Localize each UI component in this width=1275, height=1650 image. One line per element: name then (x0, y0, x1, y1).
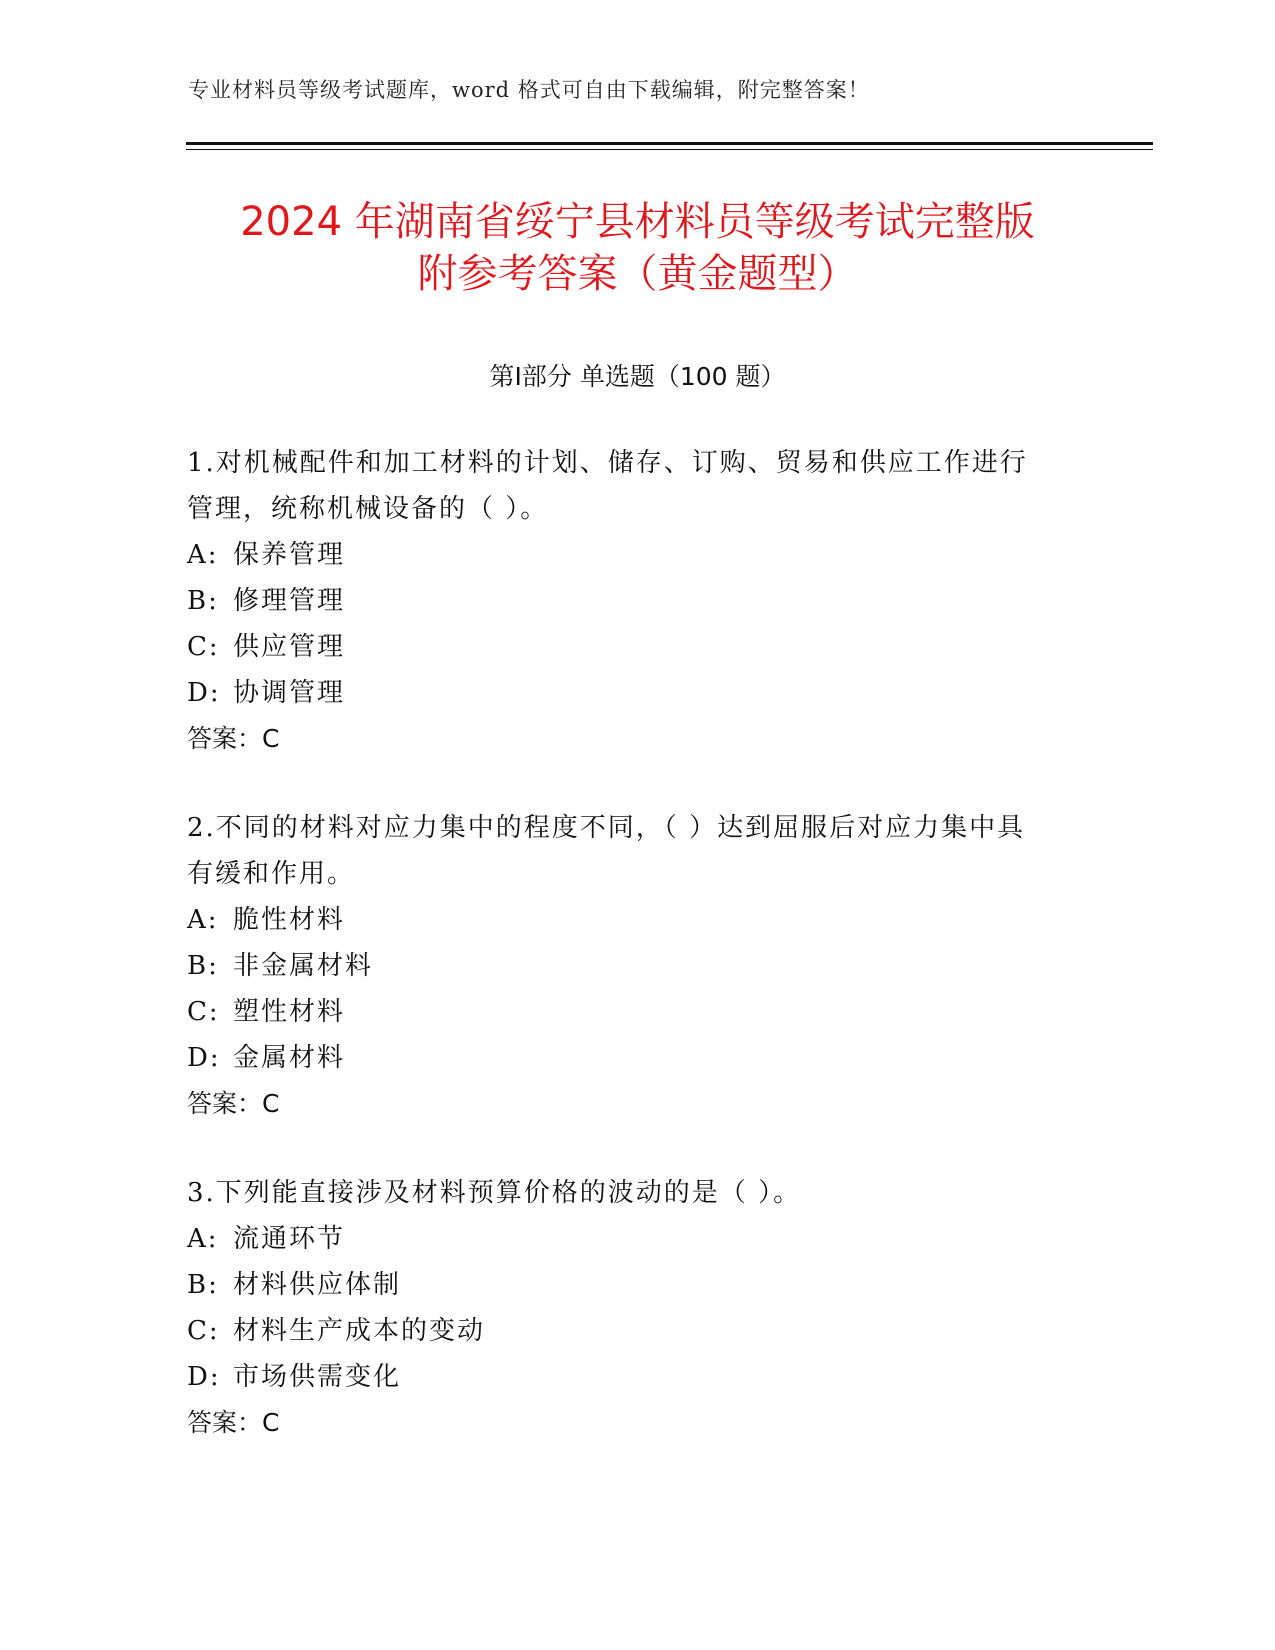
option-key: A: (187, 905, 219, 935)
answer: 答案：C (187, 1408, 280, 1437)
question-1 (187, 440, 1087, 762)
option-text: 脆性材料 (233, 905, 346, 935)
option-text: 修理管理 (233, 586, 346, 616)
option-a (187, 532, 1087, 578)
document-title-line-1: 2024 年湖南省绥宁县材料员等级考试完整版 (240, 199, 1035, 245)
option-key: B: (187, 951, 219, 981)
question-text-line-1: 1.对机械配件和加工材料的计划、储存、订购、贸易和供应工作进行 (187, 448, 1028, 478)
option-c (187, 1308, 1087, 1354)
document-title-line-2: 附参考答案（黄金题型） (417, 251, 858, 297)
question-text (187, 805, 1087, 897)
option-key: D: (187, 1043, 221, 1073)
question-text-line-1: 3.下列能直接涉及材料预算价格的波动的是（ ）。 (187, 1178, 802, 1208)
option-text: 非金属材料 (233, 951, 374, 981)
question-3 (187, 1170, 1087, 1446)
header-rule-thick (186, 142, 1153, 145)
answer: 答案：C (187, 724, 280, 753)
question-text-line-1: 2.不同的材料对应力集中的程度不同，（ ）达到屈服后对应力集中具 (187, 813, 1026, 843)
header-rule-thin (186, 149, 1153, 150)
option-key: C: (187, 632, 220, 662)
option-b (187, 943, 1087, 989)
option-key: A: (187, 1224, 219, 1254)
option-text: 市场供需变化 (233, 1362, 402, 1392)
question-list (187, 440, 1087, 1489)
option-text: 供应管理 (233, 632, 346, 662)
question-text-line-2: 管理，统称机械设备的（ ）。 (187, 494, 549, 524)
option-key: D: (187, 678, 221, 708)
option-a (187, 897, 1087, 943)
option-d (187, 1354, 1087, 1400)
option-key: B: (187, 586, 219, 616)
answer: 答案：C (187, 1089, 280, 1118)
option-c (187, 624, 1087, 670)
option-text: 流通环节 (233, 1224, 346, 1254)
option-text: 塑性材料 (233, 997, 346, 1027)
option-b (187, 1262, 1087, 1308)
option-key: A: (187, 540, 219, 570)
question-text-line-2: 有缓和作用。 (187, 859, 356, 889)
section-title: 第Ⅰ部分 单选题（100 题） (489, 362, 786, 391)
option-d (187, 1035, 1087, 1081)
option-a (187, 1216, 1087, 1262)
question-text (187, 1170, 1087, 1216)
option-text: 金属材料 (233, 1043, 346, 1073)
option-key: C: (187, 1316, 220, 1346)
option-d (187, 670, 1087, 716)
option-text: 材料生产成本的变动 (233, 1316, 486, 1346)
option-key: B: (187, 1270, 219, 1300)
option-text: 材料供应体制 (233, 1270, 402, 1300)
document-title (150, 196, 1125, 300)
option-b (187, 578, 1087, 624)
question-2 (187, 805, 1087, 1127)
option-key: C: (187, 997, 220, 1027)
option-c (187, 989, 1087, 1035)
option-key: D: (187, 1362, 221, 1392)
option-text: 协调管理 (233, 678, 346, 708)
option-text: 保养管理 (233, 540, 346, 570)
header-note: 专业材料员等级考试题库，word 格式可自由下载编辑，附完整答案！ (188, 78, 870, 102)
question-text (187, 440, 1087, 532)
